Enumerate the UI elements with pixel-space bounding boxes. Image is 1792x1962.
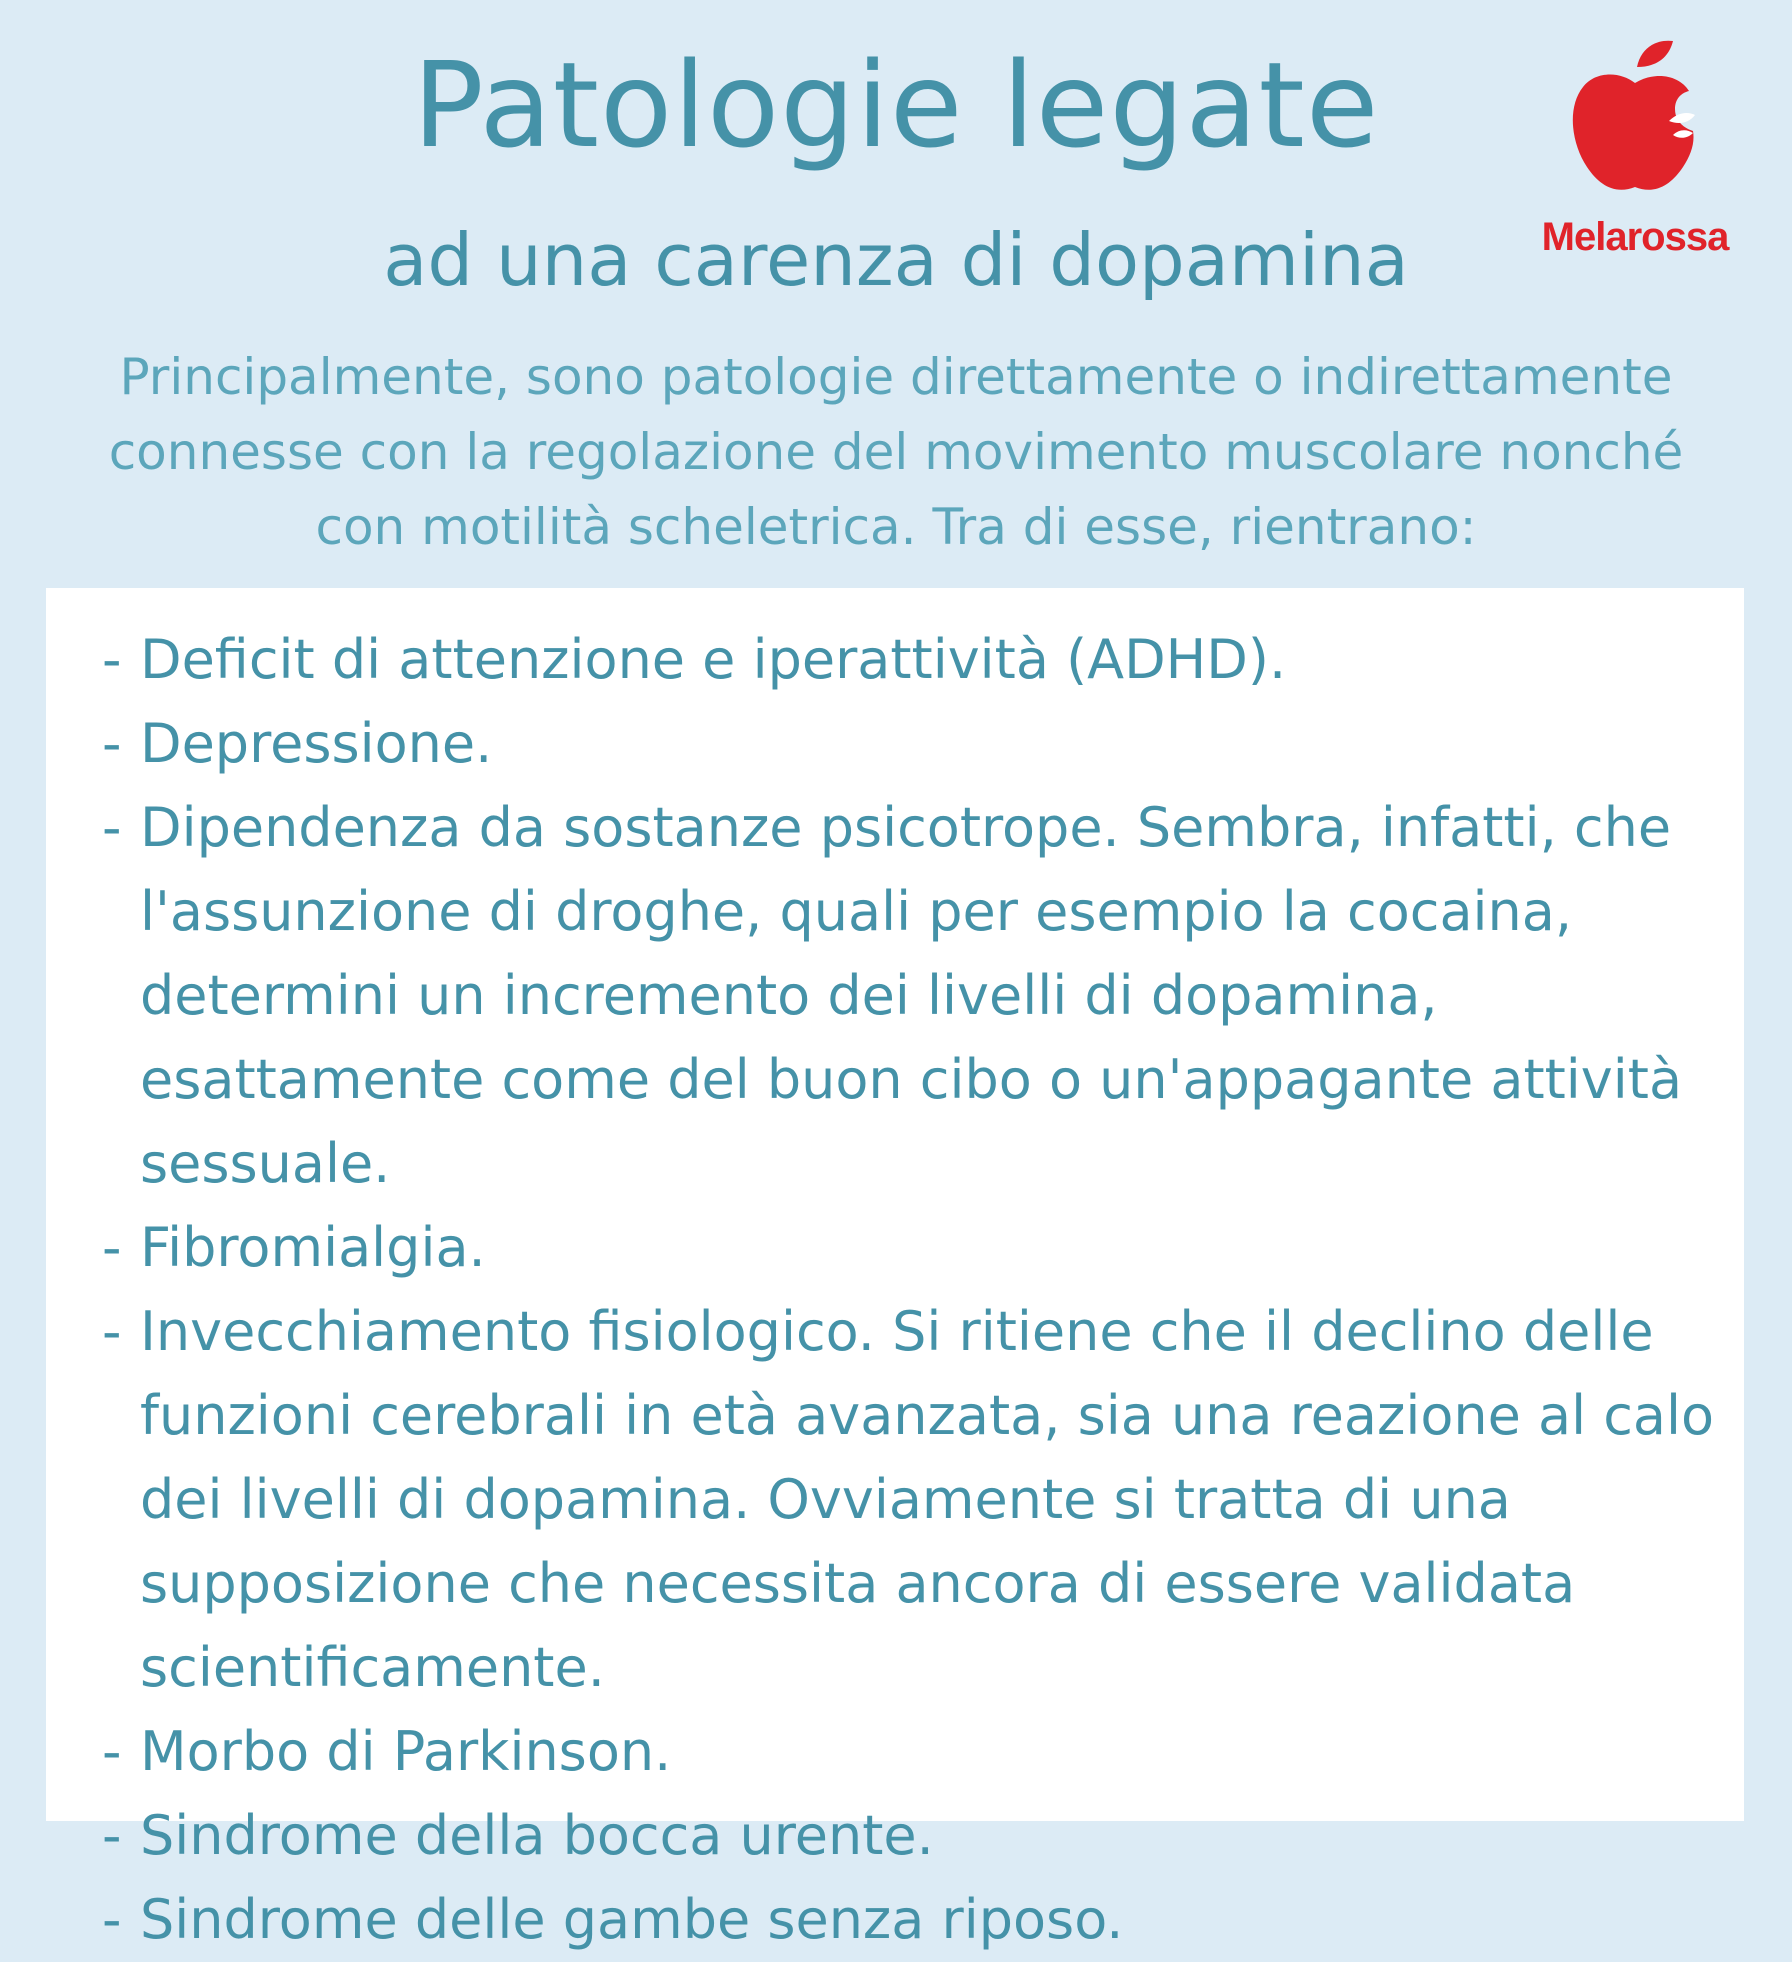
list-item: - Deficit di attenzione e iperattività (ADHD). xyxy=(98,618,1718,702)
list-item: - Sindrome della bocca urente. xyxy=(98,1794,1718,1878)
page-title: Patologie legate xyxy=(412,36,1380,174)
list-item: - Morbo di Parkinson. xyxy=(98,1710,1718,1794)
list-item: - Fibromialgia. xyxy=(98,1206,1718,1290)
content-card xyxy=(46,588,1744,1951)
list-item: - Invecchiamento fisiologico. Si ritiene che il declino delle funzioni cerebrali in età avanzata, sia una reazione al calo dei livelli di dopamina. Ovviamente si tratta di una supposizione che necessita ancora di essere validata scientificamente. xyxy=(98,1290,1718,1710)
header xyxy=(0,0,1792,580)
logo-text: Melarossa xyxy=(1541,215,1729,259)
melarossa-logo xyxy=(1530,35,1740,265)
list-item: - Depressione. xyxy=(98,702,1718,786)
list-item: - Dipendenza da sostanze psicotrope. Sembra, infatti, che l'assunzione di droghe, quali per esempio la cocaina, determini un incremento dei livelli di dopamina, esattamente come del buon cibo o un'appagante attività sessuale. xyxy=(98,786,1718,1206)
list-item: - Sindrome delle gambe senza riposo. xyxy=(98,1878,1718,1962)
intro-text: Principalmente, sono patologie direttamente o indirettamente connesse con la regolazione del movimento muscolare nonché con motilità scheletrica. Tra di esse, rientrano: xyxy=(108,348,1684,556)
apple-icon xyxy=(1565,35,1705,200)
page-subtitle: ad una carenza di dopamina xyxy=(383,218,1409,302)
pathology-list xyxy=(98,618,1718,1962)
